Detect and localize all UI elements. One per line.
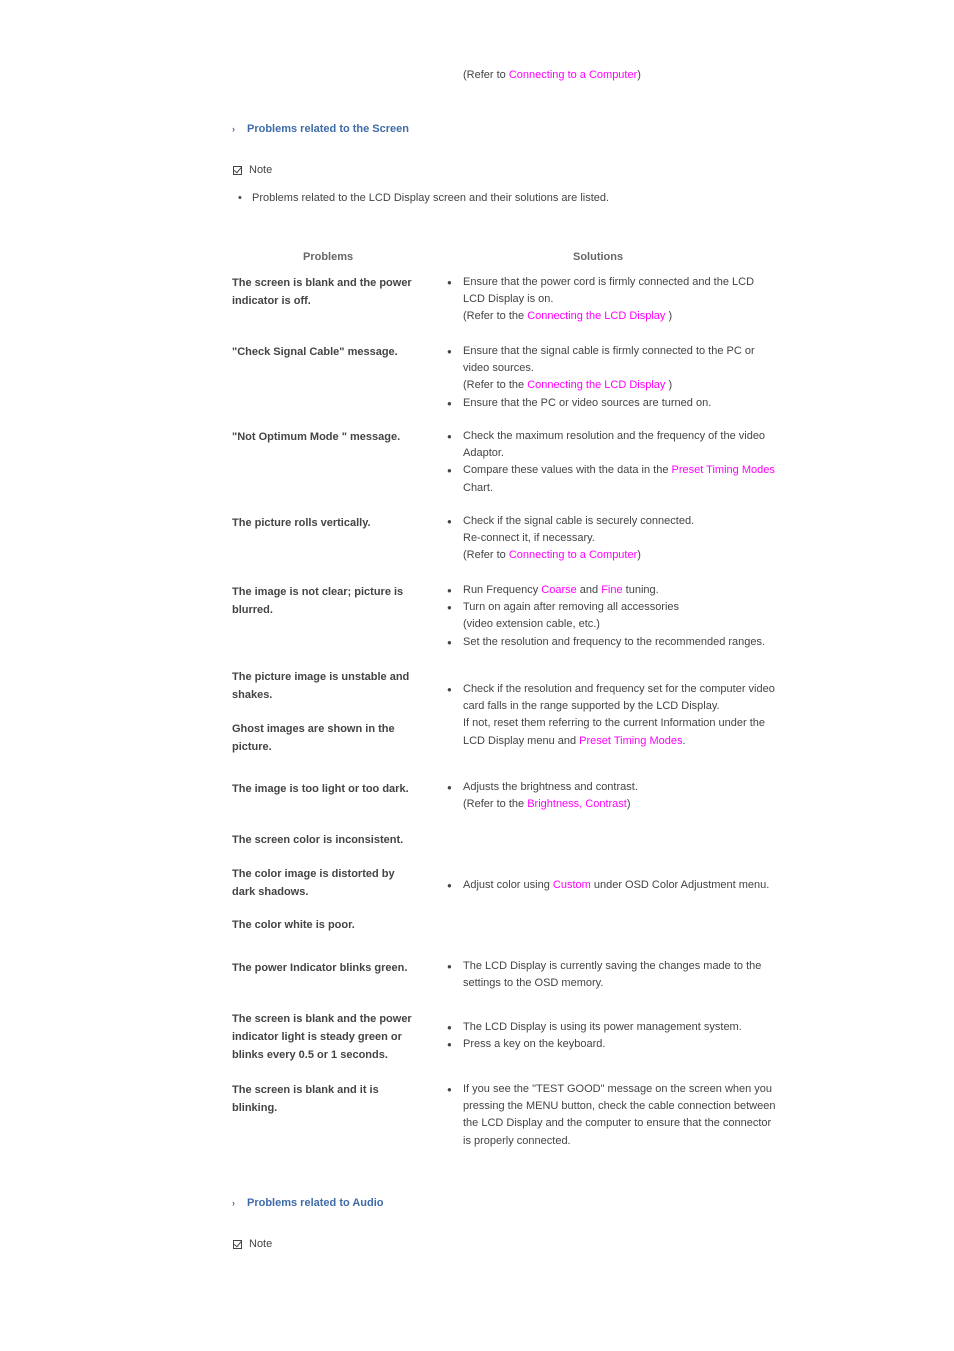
bullet-icon: ● (447, 685, 452, 694)
solution-text (463, 395, 711, 412)
solution-text-part: Adjust color using (463, 879, 553, 891)
top-reference-prefix: (Refer to (463, 69, 509, 81)
solution-text-part: Run Frequency (463, 584, 542, 596)
solution-text (463, 958, 761, 992)
solution-list (447, 513, 777, 565)
checkbox-icon (233, 1240, 242, 1249)
problem-text: The picture image is unstable and shakes. (232, 671, 410, 701)
solution-text-part: Check if the resolution and frequency set for the computer video card falls in the range supported by the LCD Display. If not, reset them referring to the current Information under the LCD Display menu and (463, 683, 775, 747)
solution-text-part: ) (665, 379, 673, 392)
solution-list (447, 274, 777, 326)
problem-text: The color image is distorted by dark shadows. (232, 868, 395, 898)
solution-list (447, 958, 777, 992)
top-reference (463, 67, 641, 84)
chevron-right-icon: › (232, 1198, 235, 1208)
solution-text (463, 343, 755, 395)
solution-link[interactable]: Custom (552, 879, 591, 891)
bullet-icon: ● (447, 586, 452, 595)
solution-text (463, 513, 694, 565)
solution-text-part: Check if the signal cable is securely connected. Re-connect it, if necessary. (Refer to (463, 515, 695, 562)
bullet-icon: • (238, 192, 242, 204)
bullet-icon: ● (447, 962, 452, 971)
column-header-solutions: Solutions (573, 251, 624, 263)
bullet-icon: ● (447, 1023, 452, 1032)
bullet-icon: ● (447, 517, 452, 526)
solution-item (447, 1019, 777, 1036)
solution-text-part: Ensure that the signal cable is firmly connected to the PC or video sources. (Refer to the (463, 345, 755, 392)
solution-item (447, 462, 777, 496)
solution-list (447, 877, 777, 894)
solution-text-part: Compare these values with the data in the (463, 464, 672, 477)
solution-text-part: ) (665, 310, 673, 323)
solution-item (447, 599, 777, 633)
section-title-screen: Problems related to the Screen (247, 123, 409, 135)
bullet-icon: ● (447, 398, 452, 408)
solution-text-part: Turn on again after removing all accessories (video extension cable, etc.) (463, 601, 680, 631)
solution-item (447, 1081, 777, 1150)
bullet-icon: ● (447, 432, 452, 441)
problem-text: Ghost images are shown in the picture. (232, 723, 395, 753)
checkbox-icon (233, 166, 242, 175)
intro-text: Problems related to the LCD Display screen and their solutions are listed. (252, 192, 610, 204)
problem-text: The image is not clear; picture is blurred. (232, 586, 404, 616)
solution-item (447, 428, 777, 462)
solution-item (447, 582, 777, 599)
solution-item (447, 343, 777, 395)
section-heading-audio (232, 1196, 384, 1210)
problem-text: The screen color is inconsistent. (232, 834, 404, 846)
solution-link[interactable]: Coarse (541, 584, 577, 596)
problem-text: "Not Optimum Mode " message. (232, 431, 401, 443)
solution-item (447, 634, 777, 651)
problem-text: The screen is blank and it is blinking. (232, 1084, 379, 1114)
solution-link[interactable]: Fine (601, 584, 623, 596)
solution-text-part: The LCD Display is currently saving the changes made to the settings to the OSD memory. (463, 960, 762, 990)
bullet-icon: ● (447, 278, 452, 287)
section-heading-screen (232, 122, 409, 136)
solution-list (447, 779, 777, 813)
column-header-problems: Problems (303, 251, 354, 263)
bullet-icon: ● (447, 881, 452, 890)
solution-text (463, 1019, 742, 1036)
solution-text-part: Adjusts the brightness and contrast. (Refer to the (463, 781, 638, 811)
bullet-icon: ● (447, 466, 452, 476)
solution-item (447, 877, 777, 894)
bullet-icon: ● (447, 637, 452, 647)
problem-text: The screen is blank and the power indicator light is steady green or blinks every 0.5 or 1 seconds. (232, 1013, 412, 1061)
solution-link[interactable]: Brightness, Contrast (527, 798, 627, 811)
problem-text: The power Indicator blinks green. (232, 962, 408, 974)
solution-list (447, 582, 777, 651)
solution-text-part: The LCD Display is using its power management system. (463, 1021, 742, 1033)
solution-text (463, 634, 765, 651)
note-audio (232, 1237, 272, 1251)
solution-list (447, 681, 777, 750)
solution-text-part: Ensure that the power cord is firmly connected and the LCD LCD Display is on. (Refer to the (463, 276, 755, 323)
solution-text-part: Chart. (463, 481, 493, 494)
solution-link[interactable]: Preset Timing Modes (671, 464, 775, 477)
solution-text-part: tuning. (622, 584, 659, 596)
solution-text-part: under OSD Color Adjustment menu. (590, 879, 770, 891)
note-label: Note (249, 1238, 273, 1250)
solution-text (463, 1081, 775, 1150)
solution-text-part: and (576, 584, 602, 596)
solution-item (447, 958, 777, 992)
note-screen (232, 163, 272, 177)
solution-link[interactable]: Preset Timing Modes (579, 734, 683, 747)
solution-link[interactable]: Connecting the LCD Display (527, 310, 666, 323)
problem-text: The image is too light or too dark. (232, 783, 409, 795)
solution-text-part: If you see the "TEST GOOD" message on the screen when you pressing the MENU button, check the cable connection between the LCD Display and the computer to ensure that the connector is properly connected. (463, 1083, 776, 1147)
solution-item (447, 779, 777, 813)
solution-text-part: ) (637, 549, 641, 562)
solution-item (447, 681, 777, 750)
bullet-icon: ● (447, 1040, 452, 1050)
solution-item (447, 1036, 777, 1053)
solution-text-part: . (682, 734, 686, 747)
connecting-to-computer-link[interactable]: Connecting to a Computer (508, 69, 638, 81)
section-title-audio: Problems related to Audio (247, 1197, 384, 1209)
solution-text (463, 877, 769, 894)
bullet-icon: ● (447, 603, 452, 613)
bullet-icon: ● (447, 783, 452, 792)
solution-list (447, 343, 777, 412)
problem-text: The screen is blank and the power indicator is off. (232, 277, 412, 307)
solution-list (447, 428, 777, 497)
solution-text (463, 462, 775, 496)
solution-item (447, 513, 777, 565)
solution-text (463, 1036, 605, 1053)
solution-text-part: Press a key on the keyboard. (463, 1038, 606, 1051)
bullet-icon: ● (447, 1085, 452, 1094)
solution-text (463, 599, 679, 633)
solution-link[interactable]: Connecting the LCD Display (527, 379, 666, 392)
solution-text-part: Ensure that the PC or video sources are turned on. (463, 396, 712, 409)
solution-item (447, 395, 777, 412)
solution-text (463, 779, 638, 813)
note-label: Note (249, 164, 273, 176)
solution-text (463, 582, 659, 599)
solution-text (463, 274, 754, 326)
intro-bullet (238, 191, 609, 205)
solution-text-part: Check the maximum resolution and the frequency of the video Adaptor. (463, 430, 766, 460)
bullet-icon: ● (447, 347, 452, 356)
solution-text-part: ) (626, 798, 631, 811)
chevron-right-icon: › (232, 124, 235, 134)
solution-text (463, 428, 765, 462)
problem-text: The color white is poor. (232, 919, 355, 931)
solution-list (447, 1081, 777, 1150)
problem-text: "Check Signal Cable" message. (232, 346, 398, 358)
solution-list (447, 1019, 777, 1053)
solution-text (463, 681, 775, 750)
top-reference-suffix: ) (637, 69, 641, 81)
problem-text: The picture rolls vertically. (232, 517, 371, 529)
solution-item (447, 274, 777, 326)
solution-link[interactable]: Connecting to a Computer (508, 549, 638, 562)
solution-text-part: Set the resolution and frequency to the recommended ranges. (463, 635, 766, 648)
